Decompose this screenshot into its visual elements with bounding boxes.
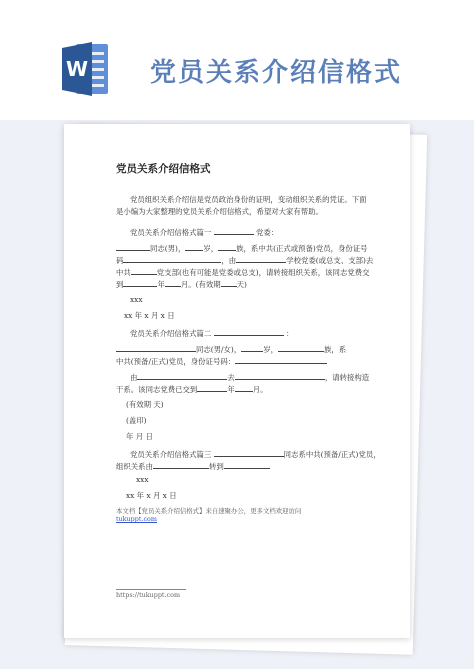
blank xyxy=(235,371,325,380)
s3-l1-a: 组织关系由 xyxy=(116,462,153,471)
blank xyxy=(224,460,270,469)
section-2-heading xyxy=(130,327,293,339)
s1-l2-b: ，由 xyxy=(221,256,237,265)
blank xyxy=(235,383,253,392)
blank xyxy=(137,371,227,380)
blank xyxy=(278,343,324,352)
s3-head-a: 党员关系介绍信格式篇三 xyxy=(130,450,212,459)
s1-l1-a: 同志(男)， xyxy=(150,244,186,253)
section-3-signer: xxx xyxy=(136,475,149,484)
s1-l2-c: 学校党委(或总支、支部)去 xyxy=(286,256,374,265)
section-1-line-3 xyxy=(116,266,370,278)
section-2-valid: (有效期 天) xyxy=(126,400,164,409)
s2-head: 党员关系介绍信格式篇二 xyxy=(130,329,212,338)
s2-l1-c: 族，系 xyxy=(324,345,347,354)
section-1-line-2 xyxy=(116,254,373,266)
blank xyxy=(241,343,263,352)
section-1-line-1 xyxy=(116,242,368,254)
source-link[interactable]: tukuppt.com xyxy=(116,515,157,523)
intro-line-1: 党员组织关系介绍信是党员政治身份的证明，变动组织关系的凭证。下面 xyxy=(130,195,367,204)
s2-l4: 干系。该同志党费已交到 xyxy=(116,385,198,394)
page-title: 党员关系介绍信格式 xyxy=(150,58,403,88)
s1-l3-b: 党支部(也有可能是党委或总支)，请转接组织关系，该同志党费交 xyxy=(156,268,370,277)
s2-l3-c: ，请转接构造 xyxy=(324,373,370,382)
blank xyxy=(165,278,181,287)
s1-l1-b: 岁， xyxy=(203,244,219,253)
source-note: 本文档【党员关系介绍信格式】来自速聚办公，更多文档欢迎访问 xyxy=(116,507,302,515)
section-2-seal: (盖印) xyxy=(126,416,147,425)
section-1-signer: xxx xyxy=(130,295,143,304)
s1-l4-c: 月。(有效期 xyxy=(180,280,221,289)
section-3-heading xyxy=(130,448,381,460)
section-2-line-3 xyxy=(130,371,369,383)
blank xyxy=(235,355,327,364)
document-title: 党员关系介绍信格式 xyxy=(116,163,211,175)
blank xyxy=(116,343,196,352)
blank xyxy=(197,383,227,392)
s2-l2: 中共(预备/正式)党员，身份证号码： xyxy=(116,357,236,366)
s3-l1-b: 转到 xyxy=(208,462,224,471)
s1-l3-a: 中共 xyxy=(116,268,131,277)
s2-l3-b: 去 xyxy=(227,373,235,382)
document-page xyxy=(64,124,410,638)
section-2-line-2 xyxy=(116,355,327,367)
blank xyxy=(131,266,157,275)
s2-l4-b: 年 xyxy=(227,385,235,394)
s1-l4-b: 年 xyxy=(157,280,165,289)
footer-url-link[interactable]: https://tukuppt.com xyxy=(116,591,181,599)
s1-head-a: 党员关系介绍信格式篇一 xyxy=(130,228,212,237)
s2-l1-a: 同志(男/女)， xyxy=(196,345,242,354)
section-3-date: xx 年 x 月 x 日 xyxy=(126,491,177,500)
s2-l1-b: 岁， xyxy=(263,345,279,354)
blank xyxy=(214,226,254,235)
section-3-line-1 xyxy=(116,460,270,472)
section-2-line-1 xyxy=(116,343,346,355)
section-1-line-4 xyxy=(116,278,247,290)
blank xyxy=(123,254,221,263)
word-logo-letter: W xyxy=(65,57,89,81)
s2-l3-a: 由 xyxy=(130,373,138,382)
s2-l4-c: 月。 xyxy=(252,385,268,394)
blank xyxy=(214,327,284,336)
document-body xyxy=(64,124,410,638)
blank xyxy=(116,242,150,251)
s2-head-end: ： xyxy=(286,329,294,338)
blank xyxy=(123,278,157,287)
blank xyxy=(185,242,203,251)
s1-l4-a: 到 xyxy=(116,280,124,289)
blank xyxy=(221,278,237,287)
section-1-heading xyxy=(130,226,278,238)
section-1-date: xx 年 x 月 x 日 xyxy=(124,311,175,320)
intro-line-2: 是小编为大家整理的党员关系介绍信格式，希望对大家有帮助。 xyxy=(116,207,323,216)
s1-l2-a: 码 xyxy=(116,256,124,265)
blank xyxy=(214,448,284,457)
section-2-date: 年 月 日 xyxy=(126,432,153,441)
blank xyxy=(153,460,209,469)
s3-head-b: 同志系中共(预备/正式)党员， xyxy=(283,450,381,459)
blank xyxy=(236,254,286,263)
s1-l4-d: 天) xyxy=(236,280,247,289)
s1-head-b: 党委： xyxy=(256,228,279,237)
s1-l1-c: 族，系中共(正式或预备)党员，身份证号 xyxy=(236,244,368,253)
word-logo-icon xyxy=(62,40,108,98)
blank xyxy=(218,242,236,251)
section-2-line-4 xyxy=(116,383,268,395)
